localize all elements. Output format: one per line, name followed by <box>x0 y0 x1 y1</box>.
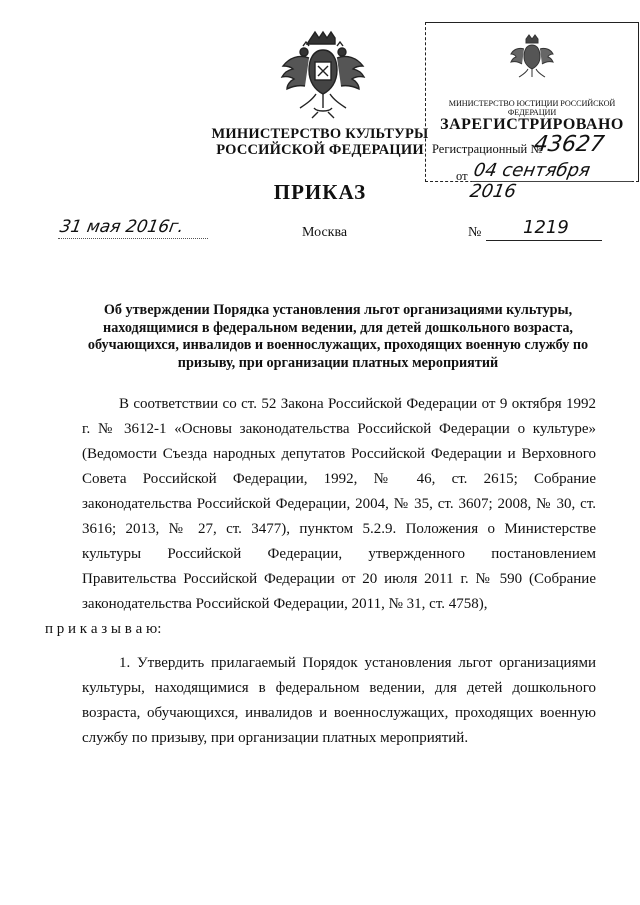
body-paragraph-1 <box>45 392 596 642</box>
order-number: 1219 <box>523 217 569 238</box>
stamp-reg-number: 43627 <box>532 132 606 157</box>
paragraph-1-text: В соответствии со ст. 52 Закона Российской Федерации от 9 октября 1992 г. № 3612-1 «Основы законодательства Российской Федерации о культуре» (Ведомости Съезда народных депутатов Российской Федерации и Верховного Совета Российской Федерации, 1992, № 46, ст. 2615; Собрание законодательства Российской Федерации, 2004, № 35, ст. 3607; 2008, № 30, ст. 3616; 2013, № 27, ст. 3477), пунктом 5.2.9. Положения о Министерстве культуры Российской Федерации, утвержденного постановлением Правительства Российской Федерации от 20 июля 2011 г. № 590 (Собрание законодательства Российской Федерации, 2011, № 31, ст. 4758), <box>82 396 596 612</box>
order-city: Москва <box>302 225 348 240</box>
stamp-date: 04 сентября 2016 <box>468 160 592 202</box>
stamp-registered: ЗАРЕГИСТРИРОВАНО <box>440 116 624 133</box>
ministry-line-1: МИНИСТЕРСТВО КУЛЬТУРЫ <box>211 126 429 142</box>
body-paragraph-2: 1. Утвердить прилагаемый Порядок установления льгот организациями культуры, находящимися в федеральном ведении, для детей дошкольного возраста, обучающихся, инвалидов и военнослужащих, проходящих военную службу по призыву, при организации платных мероприятий. <box>82 655 596 746</box>
stamp-reg-number-label: Регистрационный № <box>432 142 543 156</box>
registration-stamp <box>425 22 639 202</box>
order-number-label: № <box>468 225 482 240</box>
ministry-name <box>200 126 440 158</box>
stamp-coat-of-arms-emblem <box>510 33 554 83</box>
document-type: ПРИКАЗ <box>273 180 367 204</box>
coat-of-arms-emblem <box>278 28 368 120</box>
order-word: п р и к а з ы в а ю: <box>45 621 162 637</box>
date-underline <box>58 238 208 239</box>
stamp-ministry: МИНИСТЕРСТВО ЮСТИЦИИ РОССИЙСКОЙ ФЕДЕРАЦИИ <box>448 99 616 117</box>
order-title: Об утверждении Порядка установления льгот организациями культуры, находящимися в федеральном ведении, для детей дошкольного возраста, обучающихся, инвалидов и военнослужащих, проходящих военную службу по призыву, при организации платных мероприятий <box>87 302 589 371</box>
order-number-line <box>486 240 602 241</box>
order-date: 31 мая 2016г. <box>58 217 186 237</box>
ministry-line-2: РОССИЙСКОЙ ФЕДЕРАЦИИ <box>216 142 424 158</box>
stamp-date-label: от <box>456 169 468 183</box>
